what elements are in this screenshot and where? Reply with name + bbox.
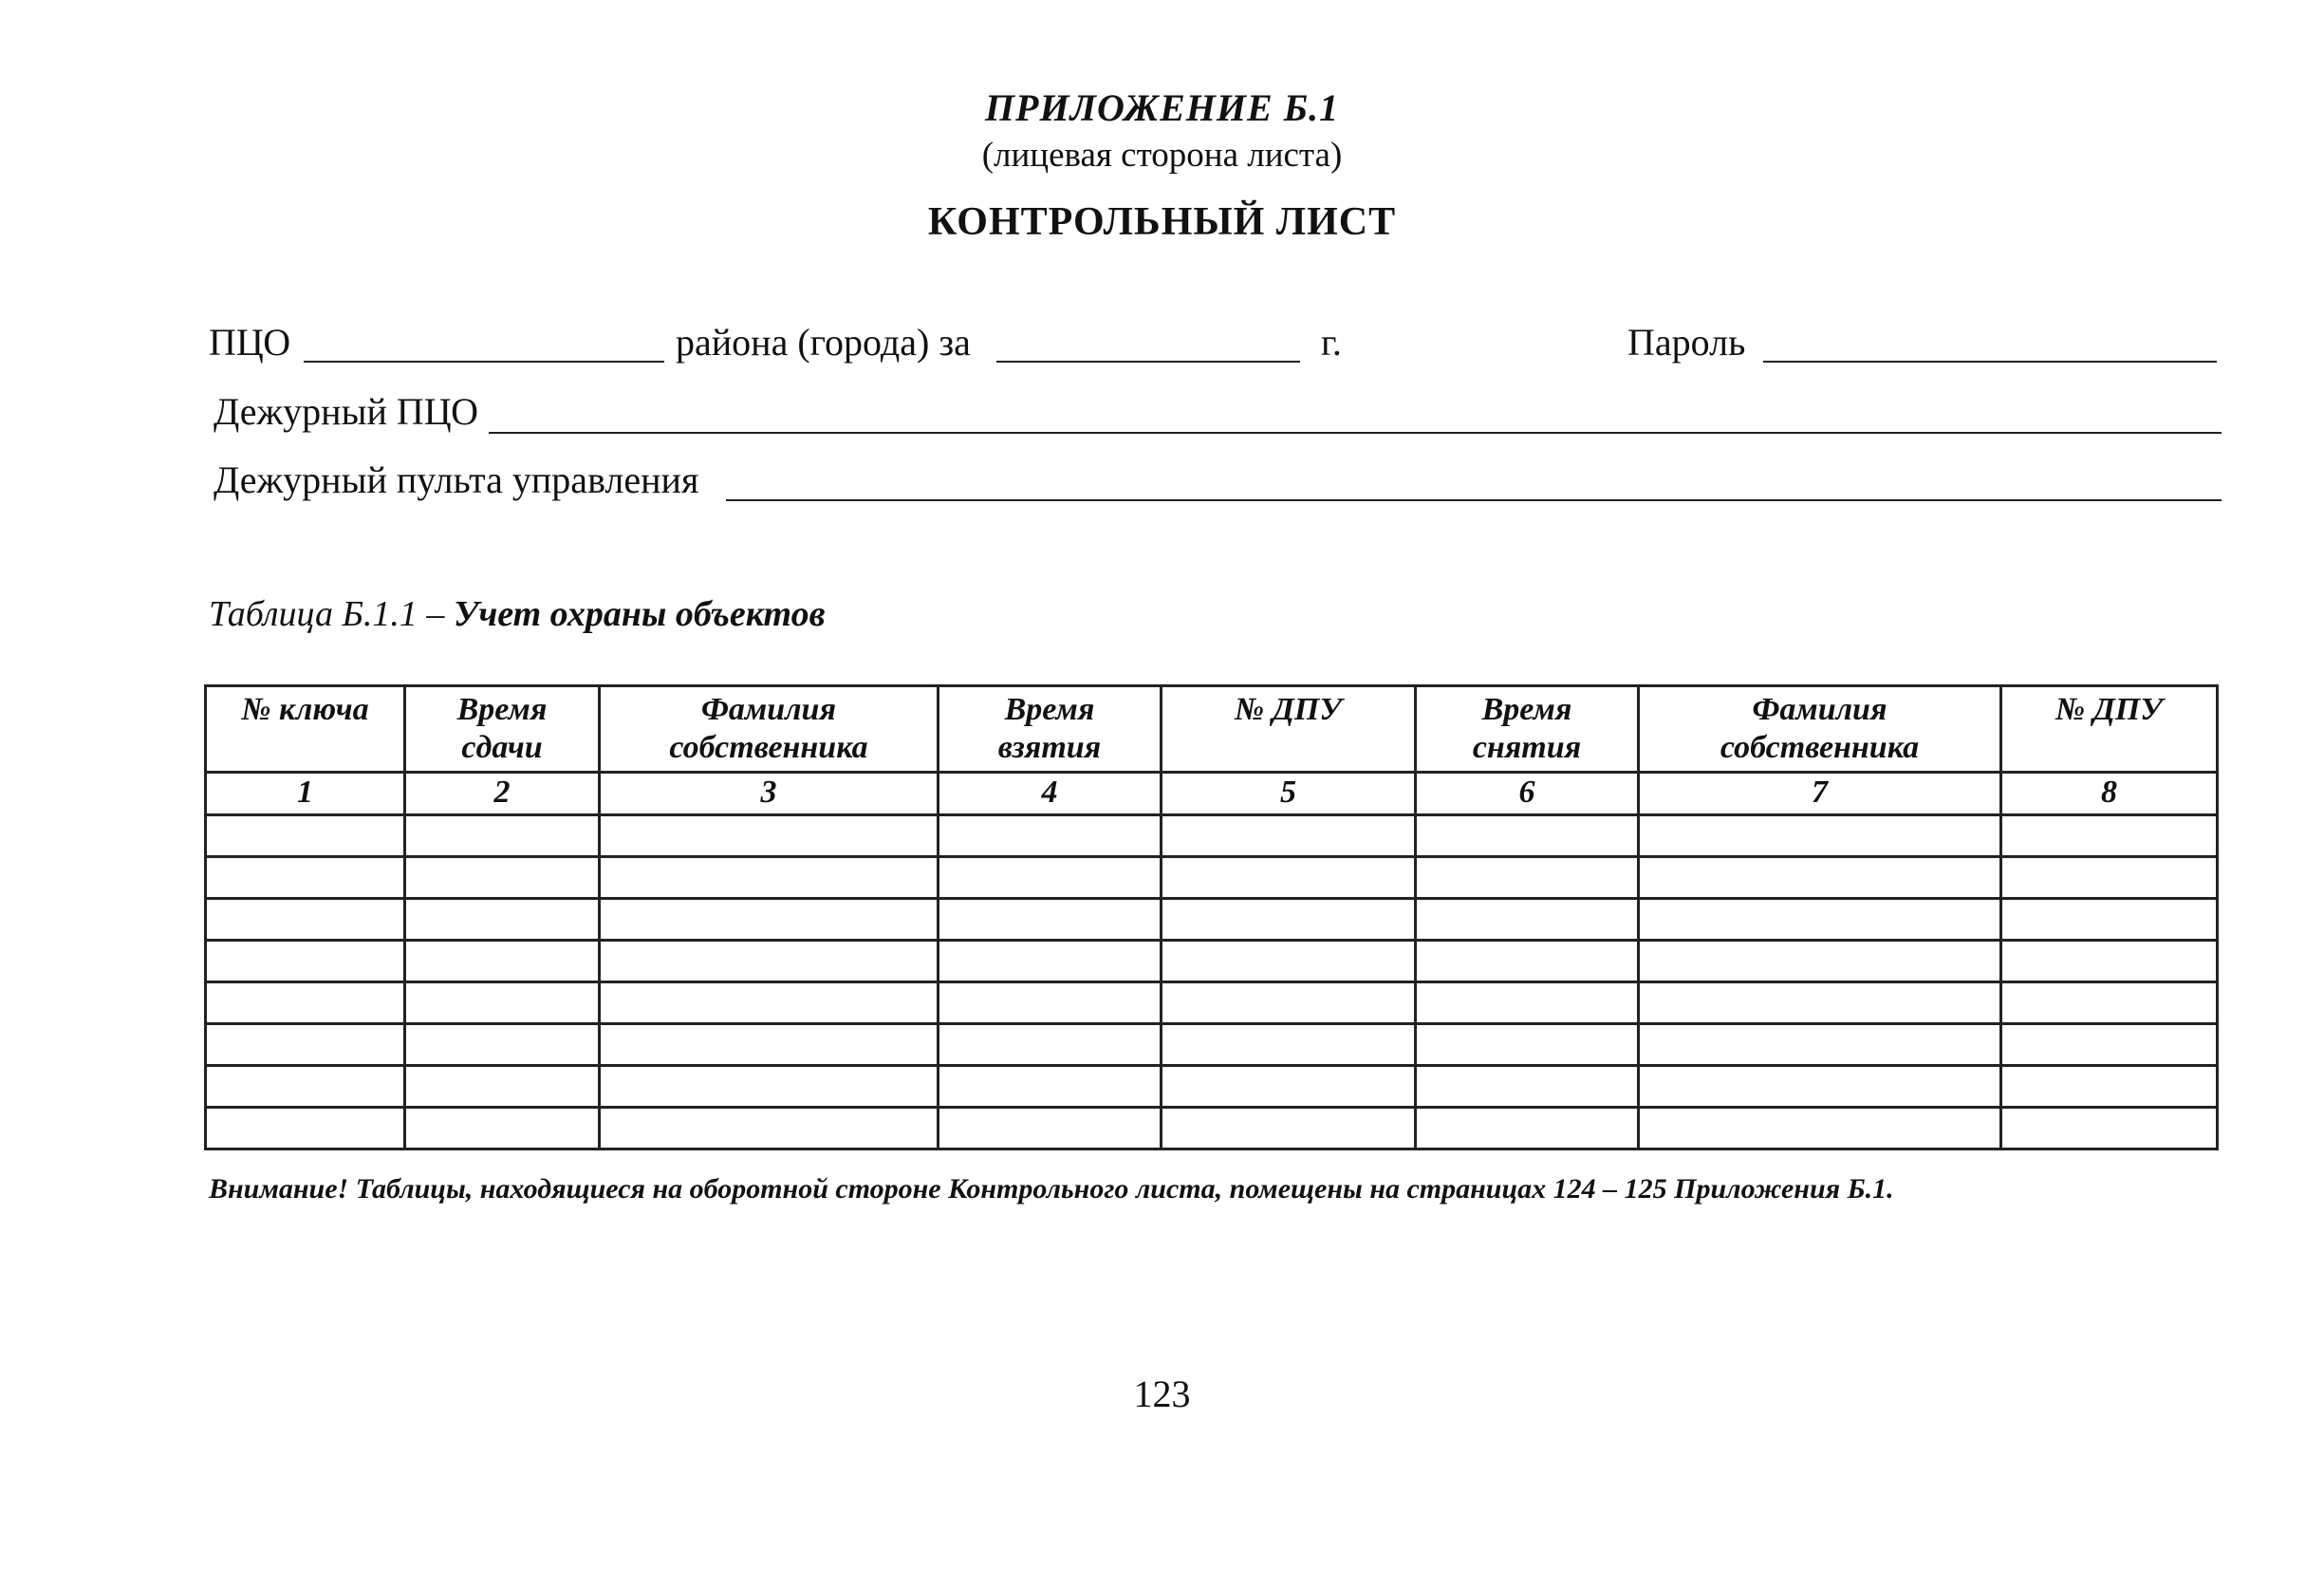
table-cell[interactable] [939,857,1162,899]
table-cell[interactable] [1639,941,2001,982]
table-cell[interactable] [1416,815,1639,857]
table-row [206,982,2218,1024]
table-cell[interactable] [600,899,939,941]
column-number: 5 [1162,773,1416,815]
table-cell[interactable] [939,982,1162,1024]
table-cell[interactable] [1416,982,1639,1024]
table-row [206,857,2218,899]
column-number: 4 [939,773,1162,815]
table-cell[interactable] [2001,1024,2218,1066]
table-cell[interactable] [600,1108,939,1149]
table-cell[interactable] [939,1066,1162,1108]
table-cell[interactable] [1162,1066,1416,1108]
duty-console-blank-field[interactable] [726,499,2222,501]
duty-console-label: Дежурный пульта управления [214,458,699,501]
table-cell[interactable] [1416,899,1639,941]
table-cell[interactable] [1639,1024,2001,1066]
table-cell[interactable] [1639,1108,2001,1149]
table-cell[interactable] [600,982,939,1024]
table-cell[interactable] [405,815,600,857]
table-cell[interactable] [405,1066,600,1108]
table-row [206,1024,2218,1066]
table-cell[interactable] [206,1066,405,1108]
pco-blank-field[interactable] [304,361,664,363]
table-cell[interactable] [600,941,939,982]
column-header-disarming-time: Время снятия [1416,686,1639,773]
table-cell[interactable] [1162,857,1416,899]
table-caption [209,593,826,635]
table-cell[interactable] [206,899,405,941]
table-cell[interactable] [600,857,939,899]
table-cell[interactable] [405,982,600,1024]
column-number: 2 [405,773,600,815]
table-cell[interactable] [1416,1024,1639,1066]
table-row [206,815,2218,857]
table-cell[interactable] [1416,1066,1639,1108]
security-log-table [204,684,2219,1150]
table-row [206,941,2218,982]
table-cell[interactable] [1639,899,2001,941]
table-cell[interactable] [405,899,600,941]
table-cell[interactable] [1162,815,1416,857]
warning-note: Внимание! Таблицы, находящиеся на оборотной стороне Контрольного листа, помещены на страницах 124 – 125 Приложения Б.1. [209,1173,1894,1205]
table-cell[interactable] [405,1024,600,1066]
table-cell[interactable] [939,899,1162,941]
table-cell[interactable] [600,1024,939,1066]
table-row [206,899,2218,941]
column-header-dpu-number-2: № ДПУ [2001,686,2218,773]
table-cell[interactable] [2001,899,2218,941]
table-cell[interactable] [1639,857,2001,899]
year-suffix: г. [1321,321,1342,364]
column-number: 8 [2001,773,2218,815]
table-caption-title: Учет охраны объектов [453,594,826,634]
table-cell[interactable] [2001,1108,2218,1149]
appendix-title: ПРИЛОЖЕНИЕ Б.1 [984,86,1340,129]
table-row [206,1066,2218,1108]
district-label: района (города) за [676,321,971,364]
duty-pco-label: Дежурный ПЦО [214,390,478,433]
column-number: 6 [1416,773,1639,815]
page-number: 123 [1133,1373,1191,1415]
table-cell[interactable] [405,1108,600,1149]
password-blank-field[interactable] [1763,361,2217,363]
table-cell[interactable] [2001,982,2218,1024]
table-cell[interactable] [2001,815,2218,857]
table-caption-prefix: Таблица Б.1.1 – [209,594,445,634]
column-header-key-number: № ключа [206,686,405,773]
table-cell[interactable] [1639,815,2001,857]
table-cell[interactable] [1162,982,1416,1024]
column-number: 7 [1639,773,2001,815]
table-cell[interactable] [1639,1066,2001,1108]
table-cell[interactable] [2001,1066,2218,1108]
table-cell[interactable] [206,941,405,982]
table-cell[interactable] [206,1108,405,1149]
table-cell[interactable] [206,1024,405,1066]
column-number-row [206,773,2218,815]
sheet-side-note: (лицевая сторона листа) [981,136,1343,175]
table-cell[interactable] [939,1108,1162,1149]
table-cell[interactable] [600,1066,939,1108]
pco-label: ПЦО [209,321,291,364]
column-number: 3 [600,773,939,815]
table-cell[interactable] [206,982,405,1024]
table-cell[interactable] [1162,1108,1416,1149]
table-cell[interactable] [939,1024,1162,1066]
table-cell[interactable] [2001,941,2218,982]
table-cell[interactable] [405,941,600,982]
table-cell[interactable] [206,857,405,899]
table-cell[interactable] [1416,857,1639,899]
table-cell[interactable] [206,815,405,857]
column-header-owner-name: Фамилия собственника [600,686,939,773]
table-cell[interactable] [939,815,1162,857]
column-header-arming-time: Время взятия [939,686,1162,773]
column-header-owner-name-2: Фамилия собственника [1639,686,2001,773]
table-cell[interactable] [1162,1024,1416,1066]
table-cell[interactable] [939,941,1162,982]
period-blank-field[interactable] [996,361,1300,363]
column-number: 1 [206,773,405,815]
table-cell[interactable] [2001,857,2218,899]
table-row [206,1108,2218,1149]
duty-pco-blank-field[interactable] [489,432,2222,434]
table-cell[interactable] [405,857,600,899]
password-label: Пароль [1627,321,1746,364]
table-cell[interactable] [1162,899,1416,941]
table-cell[interactable] [1162,941,1416,982]
table-cell[interactable] [1416,941,1639,982]
table-header-row [206,686,2218,773]
document-title: КОНТРОЛЬНЫЙ ЛИСТ [927,200,1397,244]
column-header-handover-time: Время сдачи [405,686,600,773]
table-cell[interactable] [1416,1108,1639,1149]
table-cell[interactable] [1639,982,2001,1024]
table-cell[interactable] [600,815,939,857]
column-header-dpu-number: № ДПУ [1162,686,1416,773]
